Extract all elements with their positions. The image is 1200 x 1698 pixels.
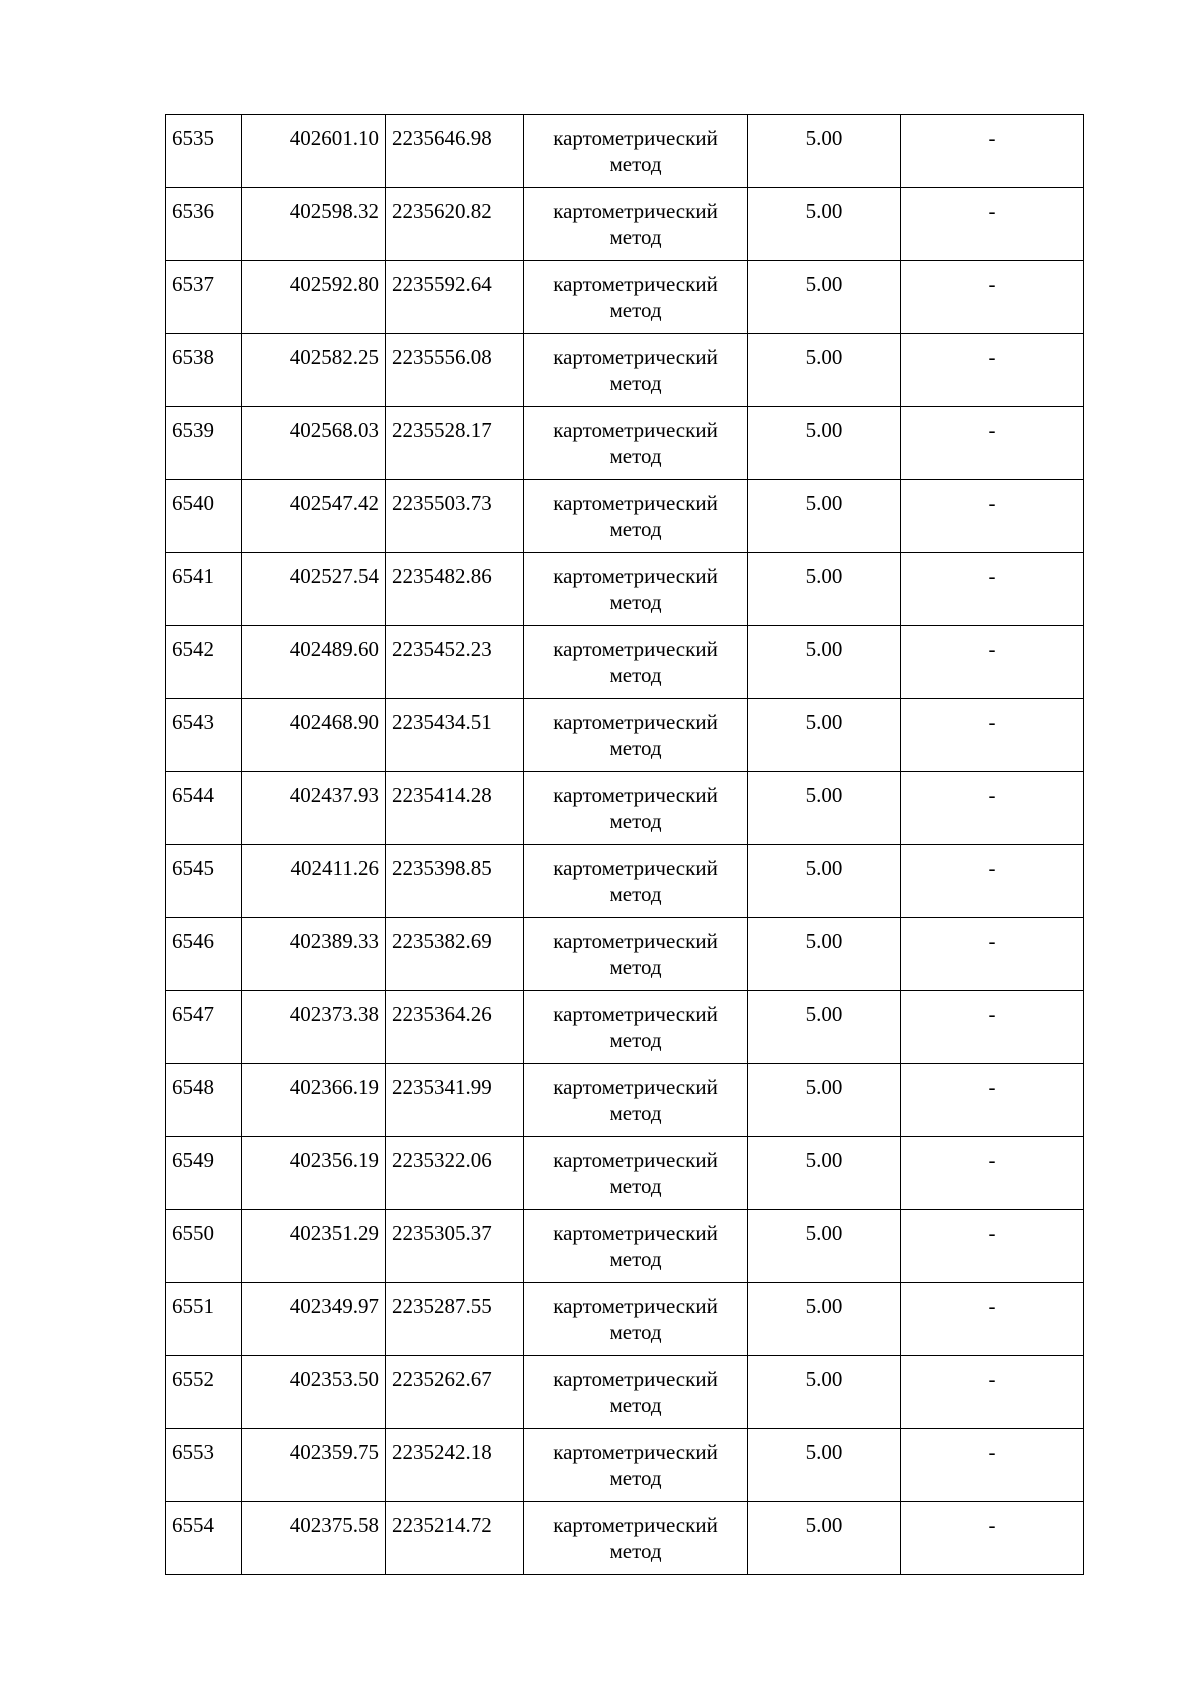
method-cell: [524, 845, 748, 918]
point-number-cell: 6546: [166, 918, 242, 991]
method-text-continued: метод: [609, 152, 662, 176]
table-row: [166, 188, 1084, 261]
y-coordinate-cell: 2235242.18: [386, 1429, 524, 1502]
method-text-continued: метод: [609, 882, 662, 906]
method-text: картометрический: [553, 1294, 718, 1318]
x-coordinate-cell: 402411.26: [242, 845, 386, 918]
method-cell: [524, 699, 748, 772]
table-row: [166, 991, 1084, 1064]
accuracy-cell: 5.00: [748, 845, 901, 918]
description-cell: -: [901, 553, 1084, 626]
accuracy-cell: 5.00: [748, 991, 901, 1064]
method-text-continued: метод: [609, 809, 662, 833]
table-row: [166, 626, 1084, 699]
x-coordinate-cell: 402527.54: [242, 553, 386, 626]
table-row: [166, 553, 1084, 626]
accuracy-cell: 5.00: [748, 772, 901, 845]
description-cell: -: [901, 407, 1084, 480]
y-coordinate-cell: 2235398.85: [386, 845, 524, 918]
x-coordinate-cell: 402582.25: [242, 334, 386, 407]
table-row: [166, 1064, 1084, 1137]
y-coordinate-cell: 2235503.73: [386, 480, 524, 553]
point-number-cell: 6550: [166, 1210, 242, 1283]
point-number-cell: 6536: [166, 188, 242, 261]
method-text: картометрический: [553, 418, 718, 442]
x-coordinate-cell: 402437.93: [242, 772, 386, 845]
method-cell: [524, 407, 748, 480]
method-text-continued: метод: [609, 1174, 662, 1198]
point-number-cell: 6553: [166, 1429, 242, 1502]
point-number-cell: 6543: [166, 699, 242, 772]
accuracy-cell: 5.00: [748, 553, 901, 626]
method-cell: [524, 1429, 748, 1502]
y-coordinate-cell: 2235305.37: [386, 1210, 524, 1283]
table-row: [166, 407, 1084, 480]
method-cell: [524, 772, 748, 845]
x-coordinate-cell: 402389.33: [242, 918, 386, 991]
method-text: картометрический: [553, 856, 718, 880]
accuracy-cell: 5.00: [748, 115, 901, 188]
method-text: картометрический: [553, 345, 718, 369]
method-cell: [524, 115, 748, 188]
description-cell: -: [901, 1502, 1084, 1575]
y-coordinate-cell: 2235287.55: [386, 1283, 524, 1356]
method-cell: [524, 918, 748, 991]
x-coordinate-cell: 402468.90: [242, 699, 386, 772]
description-cell: -: [901, 918, 1084, 991]
description-cell: -: [901, 1064, 1084, 1137]
y-coordinate-cell: 2235556.08: [386, 334, 524, 407]
table-row: [166, 1137, 1084, 1210]
method-cell: [524, 1064, 748, 1137]
y-coordinate-cell: 2235322.06: [386, 1137, 524, 1210]
method-text: картометрический: [553, 1440, 718, 1464]
x-coordinate-cell: 402351.29: [242, 1210, 386, 1283]
x-coordinate-cell: 402547.42: [242, 480, 386, 553]
method-cell: [524, 991, 748, 1064]
point-number-cell: 6535: [166, 115, 242, 188]
method-text-continued: метод: [609, 1028, 662, 1052]
y-coordinate-cell: 2235482.86: [386, 553, 524, 626]
method-text: картометрический: [553, 272, 718, 296]
description-cell: -: [901, 991, 1084, 1064]
method-text: картометрический: [553, 564, 718, 588]
description-cell: -: [901, 480, 1084, 553]
method-text: картометрический: [553, 783, 718, 807]
method-text-continued: метод: [609, 1320, 662, 1344]
accuracy-cell: 5.00: [748, 918, 901, 991]
accuracy-cell: 5.00: [748, 261, 901, 334]
x-coordinate-cell: 402489.60: [242, 626, 386, 699]
point-number-cell: 6539: [166, 407, 242, 480]
method-cell: [524, 626, 748, 699]
description-cell: -: [901, 1210, 1084, 1283]
method-text: картометрический: [553, 710, 718, 734]
y-coordinate-cell: 2235452.23: [386, 626, 524, 699]
point-number-cell: 6545: [166, 845, 242, 918]
y-coordinate-cell: 2235620.82: [386, 188, 524, 261]
description-cell: -: [901, 626, 1084, 699]
method-cell: [524, 1283, 748, 1356]
method-cell: [524, 1356, 748, 1429]
method-cell: [524, 1210, 748, 1283]
description-cell: -: [901, 261, 1084, 334]
y-coordinate-cell: 2235434.51: [386, 699, 524, 772]
table-row: [166, 261, 1084, 334]
method-text-continued: метод: [609, 736, 662, 760]
table-row: [166, 480, 1084, 553]
method-text-continued: метод: [609, 1539, 662, 1563]
method-text-continued: метод: [609, 298, 662, 322]
method-cell: [524, 334, 748, 407]
table-row: [166, 772, 1084, 845]
y-coordinate-cell: 2235592.64: [386, 261, 524, 334]
point-number-cell: 6542: [166, 626, 242, 699]
method-text: картометрический: [553, 1367, 718, 1391]
y-coordinate-cell: 2235382.69: [386, 918, 524, 991]
x-coordinate-cell: 402568.03: [242, 407, 386, 480]
y-coordinate-cell: 2235364.26: [386, 991, 524, 1064]
method-text-continued: метод: [609, 1101, 662, 1125]
x-coordinate-cell: 402353.50: [242, 1356, 386, 1429]
method-text-continued: метод: [609, 517, 662, 541]
method-text: картометрический: [553, 1221, 718, 1245]
method-cell: [524, 1502, 748, 1575]
method-text: картометрический: [553, 1148, 718, 1172]
accuracy-cell: 5.00: [748, 1502, 901, 1575]
y-coordinate-cell: 2235646.98: [386, 115, 524, 188]
accuracy-cell: 5.00: [748, 407, 901, 480]
method-text: картометрический: [553, 1002, 718, 1026]
method-cell: [524, 1137, 748, 1210]
table-row: [166, 918, 1084, 991]
point-number-cell: 6549: [166, 1137, 242, 1210]
description-cell: -: [901, 1429, 1084, 1502]
accuracy-cell: 5.00: [748, 1137, 901, 1210]
accuracy-cell: 5.00: [748, 188, 901, 261]
method-text-continued: метод: [609, 955, 662, 979]
table-row: [166, 334, 1084, 407]
method-text: картометрический: [553, 1075, 718, 1099]
table-row: [166, 845, 1084, 918]
description-cell: -: [901, 115, 1084, 188]
point-number-cell: 6548: [166, 1064, 242, 1137]
coordinates-table: [165, 114, 1084, 1575]
accuracy-cell: 5.00: [748, 1210, 901, 1283]
method-text: картометрический: [553, 1513, 718, 1537]
description-cell: -: [901, 845, 1084, 918]
point-number-cell: 6544: [166, 772, 242, 845]
accuracy-cell: 5.00: [748, 334, 901, 407]
accuracy-cell: 5.00: [748, 1283, 901, 1356]
method-cell: [524, 261, 748, 334]
method-text-continued: метод: [609, 1393, 662, 1417]
accuracy-cell: 5.00: [748, 1064, 901, 1137]
x-coordinate-cell: 402601.10: [242, 115, 386, 188]
x-coordinate-cell: 402375.58: [242, 1502, 386, 1575]
table-row: [166, 1356, 1084, 1429]
point-number-cell: 6552: [166, 1356, 242, 1429]
method-text: картометрический: [553, 929, 718, 953]
x-coordinate-cell: 402592.80: [242, 261, 386, 334]
point-number-cell: 6551: [166, 1283, 242, 1356]
x-coordinate-cell: 402349.97: [242, 1283, 386, 1356]
description-cell: -: [901, 1137, 1084, 1210]
table-row: [166, 1210, 1084, 1283]
description-cell: -: [901, 1283, 1084, 1356]
method-text: картометрический: [553, 126, 718, 150]
table-row: [166, 115, 1084, 188]
description-cell: -: [901, 1356, 1084, 1429]
accuracy-cell: 5.00: [748, 480, 901, 553]
point-number-cell: 6541: [166, 553, 242, 626]
method-text-continued: метод: [609, 371, 662, 395]
description-cell: -: [901, 188, 1084, 261]
y-coordinate-cell: 2235528.17: [386, 407, 524, 480]
table-row: [166, 1502, 1084, 1575]
point-number-cell: 6540: [166, 480, 242, 553]
method-text: картометрический: [553, 491, 718, 515]
x-coordinate-cell: 402366.19: [242, 1064, 386, 1137]
x-coordinate-cell: 402373.38: [242, 991, 386, 1064]
point-number-cell: 6554: [166, 1502, 242, 1575]
accuracy-cell: 5.00: [748, 626, 901, 699]
x-coordinate-cell: 402356.19: [242, 1137, 386, 1210]
y-coordinate-cell: 2235414.28: [386, 772, 524, 845]
y-coordinate-cell: 2235214.72: [386, 1502, 524, 1575]
method-cell: [524, 480, 748, 553]
table-row: [166, 1283, 1084, 1356]
x-coordinate-cell: 402598.32: [242, 188, 386, 261]
point-number-cell: 6538: [166, 334, 242, 407]
y-coordinate-cell: 2235341.99: [386, 1064, 524, 1137]
method-text-continued: метод: [609, 663, 662, 687]
description-cell: -: [901, 772, 1084, 845]
method-cell: [524, 188, 748, 261]
method-text-continued: метод: [609, 225, 662, 249]
description-cell: -: [901, 334, 1084, 407]
coordinates-table-body: [166, 115, 1084, 1575]
accuracy-cell: 5.00: [748, 1356, 901, 1429]
accuracy-cell: 5.00: [748, 699, 901, 772]
x-coordinate-cell: 402359.75: [242, 1429, 386, 1502]
point-number-cell: 6547: [166, 991, 242, 1064]
method-text: картометрический: [553, 637, 718, 661]
method-text: картометрический: [553, 199, 718, 223]
method-text-continued: метод: [609, 1247, 662, 1271]
point-number-cell: 6537: [166, 261, 242, 334]
method-text-continued: метод: [609, 1466, 662, 1490]
method-cell: [524, 553, 748, 626]
description-cell: -: [901, 699, 1084, 772]
method-text-continued: метод: [609, 590, 662, 614]
table-row: [166, 1429, 1084, 1502]
accuracy-cell: 5.00: [748, 1429, 901, 1502]
table-row: [166, 699, 1084, 772]
method-text-continued: метод: [609, 444, 662, 468]
y-coordinate-cell: 2235262.67: [386, 1356, 524, 1429]
